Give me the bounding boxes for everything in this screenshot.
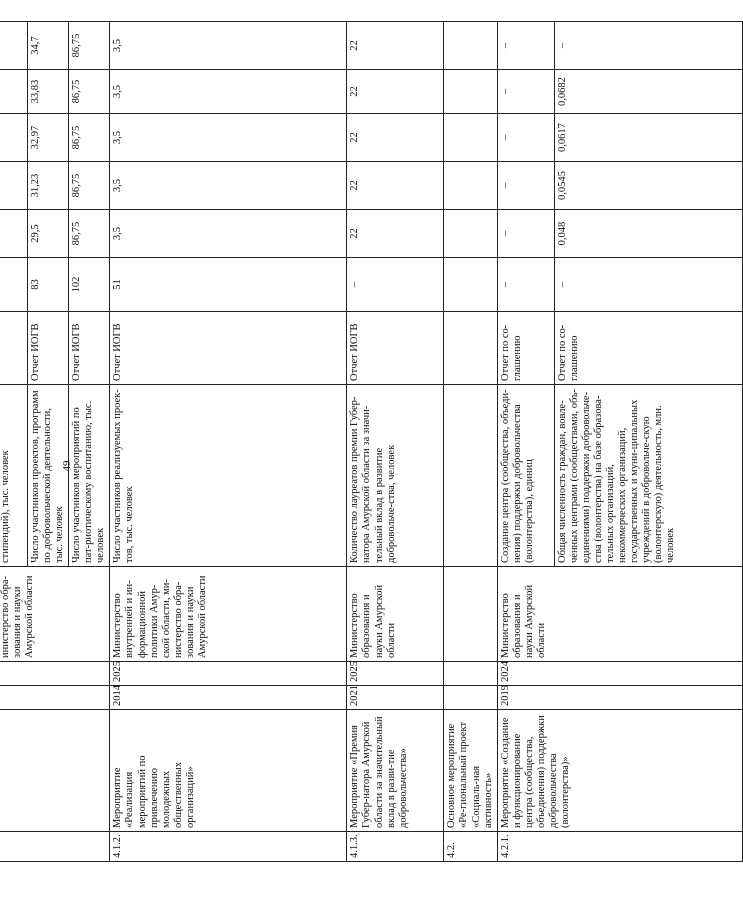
value-col-10: 86,75 bbox=[69, 162, 110, 210]
value-col-9: 86,75 bbox=[69, 210, 110, 258]
row-num bbox=[0, 832, 110, 862]
value-col-12: 0,0682 bbox=[556, 77, 568, 106]
value-col-10: 0,0545 bbox=[556, 171, 568, 200]
row-name: Мероприятие «Премия Губер-натора Амурской области за значительный вклад в разви-тие добровольчества» bbox=[347, 710, 444, 832]
table-row bbox=[497, 22, 742, 862]
indicator-source: Отчет ИОГВ bbox=[28, 312, 69, 385]
row-start-year: 2014 bbox=[110, 686, 347, 710]
value-col-13: – bbox=[556, 42, 568, 49]
value-col-13 bbox=[0, 22, 28, 70]
value-col-12: – bbox=[498, 70, 555, 113]
value-col-12 bbox=[444, 70, 497, 114]
page-number: 49 bbox=[61, 460, 73, 472]
indicator-name: Число участников проектов, программ по добровольческой деятельности, тыс. человек bbox=[28, 385, 69, 567]
row-executor bbox=[444, 567, 497, 662]
row-executor: Министерство образования и науки Амурской области bbox=[347, 567, 444, 662]
indicator-source: Отчет по со-глашению bbox=[556, 324, 580, 381]
row-start-year: 2019 bbox=[497, 686, 742, 710]
table-row bbox=[347, 22, 444, 862]
row-name: Основное мероприятие «Ре-гиональный проект «Социаль-ная активность» bbox=[444, 710, 497, 832]
value-col-13: 86,75 bbox=[69, 22, 110, 70]
row-num: 4.1.2. bbox=[110, 832, 347, 862]
value-col-8: – bbox=[498, 258, 555, 311]
value-col-9 bbox=[0, 210, 28, 258]
row-num: 4.2. bbox=[444, 832, 497, 862]
value-col-8: – bbox=[556, 281, 568, 288]
indicator-stack bbox=[497, 385, 742, 567]
source-stack bbox=[497, 312, 742, 385]
indicator-name: Создание центра (сообщества, объеди-нения) поддержки добровольчества (волонтерства), единиц bbox=[498, 385, 555, 566]
value-col-9: 3,5 bbox=[110, 210, 347, 258]
program-activities-table bbox=[0, 21, 743, 862]
indicator-name: Число участников мероприятий по пат-риотическому воспитанию, тыс. человек bbox=[69, 385, 110, 567]
value-col-8: 102 bbox=[69, 258, 110, 312]
indicator-name: Общая численность граждан, вовле-ченных центрами (сообществами, объ-единениями) поддержки добровольче-ства (волонтерства) на базе образова-тельных организаций, некоммерческих организаций, государственных и муни-ципальных учреждений в добровольче-скую (волонтерскую) деятельность, млн. человек bbox=[556, 388, 677, 563]
value-stack-col-12 bbox=[497, 70, 742, 114]
row-start-year bbox=[444, 686, 497, 710]
indicator-source: Отчет ИОГВ bbox=[347, 312, 444, 385]
row-executor: Министерство образования и науки Амурской области bbox=[497, 567, 742, 662]
value-col-8: – bbox=[347, 258, 444, 312]
row-start-year bbox=[0, 686, 110, 710]
value-col-12: 22 bbox=[347, 70, 444, 114]
value-col-13: – bbox=[498, 22, 555, 69]
indicator-source bbox=[444, 312, 497, 385]
row-end-year bbox=[444, 662, 497, 686]
value-col-11: 32,97 bbox=[28, 114, 69, 162]
value-stack-col-11 bbox=[497, 114, 742, 162]
value-col-10: 3,5 bbox=[110, 162, 347, 210]
indicator-name: стипендий), тыс. человек bbox=[0, 385, 28, 567]
indicator-source bbox=[0, 312, 28, 385]
row-start-year: 2021 bbox=[347, 686, 444, 710]
value-col-13: 3,5 bbox=[110, 22, 347, 70]
indicator-name bbox=[444, 385, 497, 567]
row-executor: инистерство обра-зования и науки Амурской области bbox=[0, 567, 110, 662]
value-col-11: 22 bbox=[347, 114, 444, 162]
row-name bbox=[0, 710, 110, 832]
value-col-10 bbox=[444, 162, 497, 210]
value-col-8 bbox=[444, 258, 497, 312]
table-row bbox=[444, 22, 497, 862]
value-col-11: 3,5 bbox=[110, 114, 347, 162]
value-col-8: 51 bbox=[110, 258, 347, 312]
value-col-9 bbox=[444, 210, 497, 258]
row-name: Мероприятие «Реализация мероприятий по привлечению молодежных общественных организаций» bbox=[110, 710, 347, 832]
indicator-name: Количество лауреатов премии Губер-натора Амурской области за значи-тельный вклад в развитие добровольче-ства, человек bbox=[347, 385, 444, 567]
value-stack-col-8 bbox=[497, 258, 742, 312]
row-end-year: 2025 bbox=[347, 662, 444, 686]
row-end-year bbox=[0, 662, 110, 686]
value-col-11: – bbox=[498, 114, 555, 161]
table-row bbox=[0, 22, 28, 862]
indicator-source: Отчет по со-глашению bbox=[498, 312, 555, 384]
value-col-13 bbox=[444, 22, 497, 70]
value-col-13: 22 bbox=[347, 22, 444, 70]
rotated-page-content bbox=[0, 22, 677, 862]
row-num: 4.2.1. bbox=[497, 832, 742, 862]
value-stack-col-13 bbox=[497, 22, 742, 70]
value-col-11 bbox=[0, 114, 28, 162]
value-col-9: 22 bbox=[347, 210, 444, 258]
indicator-source: Отчет ИОГВ bbox=[110, 312, 347, 385]
row-end-year: 2025 bbox=[110, 662, 347, 686]
value-col-10: – bbox=[498, 162, 555, 209]
value-col-9: 0,048 bbox=[556, 221, 568, 246]
row-num: 4.1.3. bbox=[347, 832, 444, 862]
value-col-10: 22 bbox=[347, 162, 444, 210]
row-end-year: 2024 bbox=[497, 662, 742, 686]
value-col-9: 29,5 bbox=[28, 210, 69, 258]
value-stack-col-10 bbox=[497, 162, 742, 210]
value-stack-col-9 bbox=[497, 210, 742, 258]
value-col-8 bbox=[0, 258, 28, 312]
value-col-9: – bbox=[498, 210, 555, 257]
value-col-11 bbox=[444, 114, 497, 162]
value-col-10 bbox=[0, 162, 28, 210]
row-executor: Министерство внутренней и ин-формационной политики Амур-ской области, ми-нистерство обра-зования и науки Амурской области bbox=[110, 567, 347, 662]
indicator-name: Число участников реализуемых проек-тов, тыс. человек bbox=[110, 385, 347, 567]
table-row bbox=[110, 22, 347, 862]
value-col-11: 86,75 bbox=[69, 114, 110, 162]
value-col-12: 3,5 bbox=[110, 70, 347, 114]
row-name: Мероприятие «Создание и функционирование центра (сообщества, объединения) поддержки добровольчества (волонтерства)» bbox=[497, 710, 742, 832]
value-col-12 bbox=[0, 70, 28, 114]
value-col-13: 34,7 bbox=[28, 22, 69, 70]
value-col-12: 86,75 bbox=[69, 70, 110, 114]
value-col-12: 33,83 bbox=[28, 70, 69, 114]
indicator-source: Отчет ИОГВ bbox=[69, 312, 110, 385]
value-col-10: 31,23 bbox=[28, 162, 69, 210]
value-col-11: 0,0617 bbox=[556, 123, 568, 152]
value-col-8: 83 bbox=[28, 258, 69, 312]
